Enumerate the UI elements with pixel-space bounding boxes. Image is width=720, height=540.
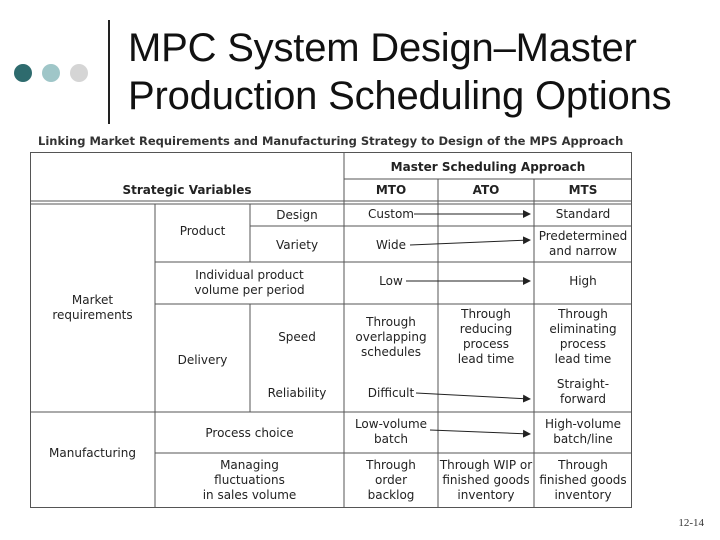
label-delivery: Delivery (177, 352, 228, 367)
row-variety-mto: Wide (376, 237, 406, 252)
label-product: Product (179, 223, 226, 238)
title-line-1: MPC System Design–Master (128, 26, 637, 70)
row-design-label: Design (276, 207, 318, 222)
row-design-mts: Standard (555, 206, 611, 221)
row-process-mto: Low-volume batch (354, 417, 428, 446)
row-variety-label: Variety (275, 237, 319, 252)
header-mts: MTS (568, 182, 598, 197)
arrow-process (430, 430, 530, 434)
page-number: 12-14 (678, 517, 704, 529)
row-reliability-mts: Straight- forward (556, 377, 610, 406)
row-reliability-mto: Difficult (367, 385, 415, 400)
row-speed-label: Speed (278, 329, 316, 344)
row-volume-mts: High (569, 273, 597, 288)
row-fluctuations-label: Managing fluctuations in sales volume (202, 457, 297, 502)
row-fluctuations-mto: Through order backlog (366, 457, 416, 502)
header-ato: ATO (472, 182, 500, 197)
row-speed-ato: Through reducing process lead time (457, 307, 515, 366)
header-approach: Master Scheduling Approach (390, 160, 586, 174)
row-design-mto: Custom (368, 206, 414, 221)
row-reliability-label: Reliability (267, 385, 327, 400)
title-line-2: Production Scheduling Options (128, 74, 672, 118)
row-variety-mts: Predetermined and narrow (538, 229, 628, 258)
header-mto: MTO (375, 182, 407, 197)
row-volume-mto: Low (379, 273, 403, 288)
row-volume-label: Individual product volume per period (194, 268, 305, 297)
row-process-label: Process choice (205, 425, 294, 440)
row-speed-mto: Through overlapping schedules (355, 314, 427, 359)
row-speed-mts: Through eliminating process lead time (549, 307, 617, 366)
row-fluctuations-ato: Through WIP or finished goods inventory (439, 457, 533, 502)
label-manufacturing: Manufacturing (49, 445, 136, 460)
row-fluctuations-mts: Through finished goods inventory (539, 457, 627, 502)
table-caption: Linking Market Requirements and Manufacturing Strategy to Design of the MPS Approach (38, 134, 624, 148)
header-strategic-variables: Strategic Variables (122, 182, 252, 197)
row-process-mts: High-volume batch/line (544, 417, 622, 446)
label-market-requirements: Market requirements (52, 293, 133, 322)
